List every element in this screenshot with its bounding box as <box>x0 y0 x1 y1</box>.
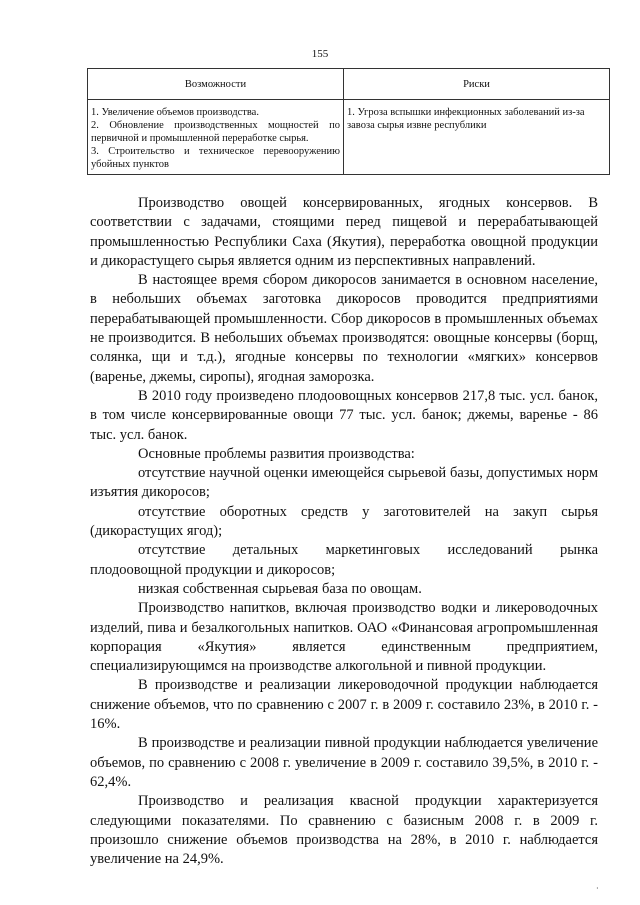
header-opportunities: Возможности <box>88 69 344 100</box>
opportunity-item: 1. Увеличение объемов производства. <box>91 107 259 118</box>
opportunity-item: 2. Обновление производственных мощностей по первичной и промышленной переработке сырья. <box>91 120 340 144</box>
list-item: отсутствие научной оценки имеющейся сырьевой базы, допустимых норм изъятия дикоросов; <box>90 465 598 501</box>
list-item: низкая собственная сырьевая база по овощам. <box>138 580 422 597</box>
risks-cell <box>344 100 610 175</box>
body-text <box>90 194 598 869</box>
paragraph: Производство овощей консервированных, ягодных консервов. В соответствии с задачами, стоящими перед пищевой и перерабатывающей промышленностью Республики Саха (Якутия), переработка овощной продукции и дикорастущего сырья является одним из перспективных направлений. <box>90 195 598 269</box>
paragraph: В настоящее время сбором дикоросов занимается в основном население, в небольших объемах заготовка дикоросов проводится предприятиями перерабатывающей промышленности. Сбор дикоросов в промышленных объемах не производится. В небольших объемах производятся: овощные консервы (борщ, солянка, щи и т.д.), ягодные консервы по технологии «мягких» консервов (варенье, джемы, сиропы), ягодная заморозка. <box>90 272 598 385</box>
opportunities-cell <box>88 100 344 175</box>
paragraph: В производстве и реализации пивной продукции наблюдается увеличение объемов, по сравнению с 2008 г. увеличение в 2009 г. составило 39,5%, в 2010 г. - 62,4%. <box>90 735 598 790</box>
list-item: отсутствие оборотных средств у заготовителей на закуп сырья (дикорастущих ягод); <box>90 503 598 540</box>
risk-item: 1. Угроза вспышки инфекционных заболеваний из-за завоза сырья извне республики <box>347 107 585 131</box>
paragraph: Производство и реализация квасной продукции характеризуется следующими показателями. По сравнению с базисным 2008 г. в 2009 г. произошло снижение объемов производства на 28%, в 2010 г. наблюдается увеличение на 24,9%. <box>90 793 598 868</box>
header-risks: Риски <box>344 69 610 100</box>
table-header-row <box>88 69 610 100</box>
paragraph: Производство напитков, включая производство водки и ликероводочных изделий, пива и безалкогольных напитков. ОАО «Финансовая агропромышленная корпорация «Якутия» является единственным предприятием, специализирующимся на производстве алкогольной и пивной продукции. <box>90 600 598 675</box>
list-item: отсутствие детальных маркетинговых исследований рынка плодоовощной продукции и дикоросов; <box>90 542 598 578</box>
opportunity-item: 3. Строительство и техническое перевооружению убойных пунктов <box>91 146 340 170</box>
swot-table <box>87 68 610 175</box>
paragraph: Основные проблемы развития производства: <box>138 445 415 462</box>
page-number: 155 <box>311 48 329 60</box>
table-row <box>88 100 610 175</box>
scan-dot: · <box>596 884 599 893</box>
paragraph: В 2010 году произведено плодоовощных консервов 217,8 тыс. усл. банок, в том числе консервированные овощи 77 тыс. усл. банок; джемы, варенье - 86 тыс. усл. банок. <box>90 387 598 443</box>
paragraph: В производстве и реализации ликероводочной продукции наблюдается снижение объемов, что по сравнению с 2007 г. в 2009 г. составило 23%, в 2010 г. - 16%. <box>90 677 598 733</box>
